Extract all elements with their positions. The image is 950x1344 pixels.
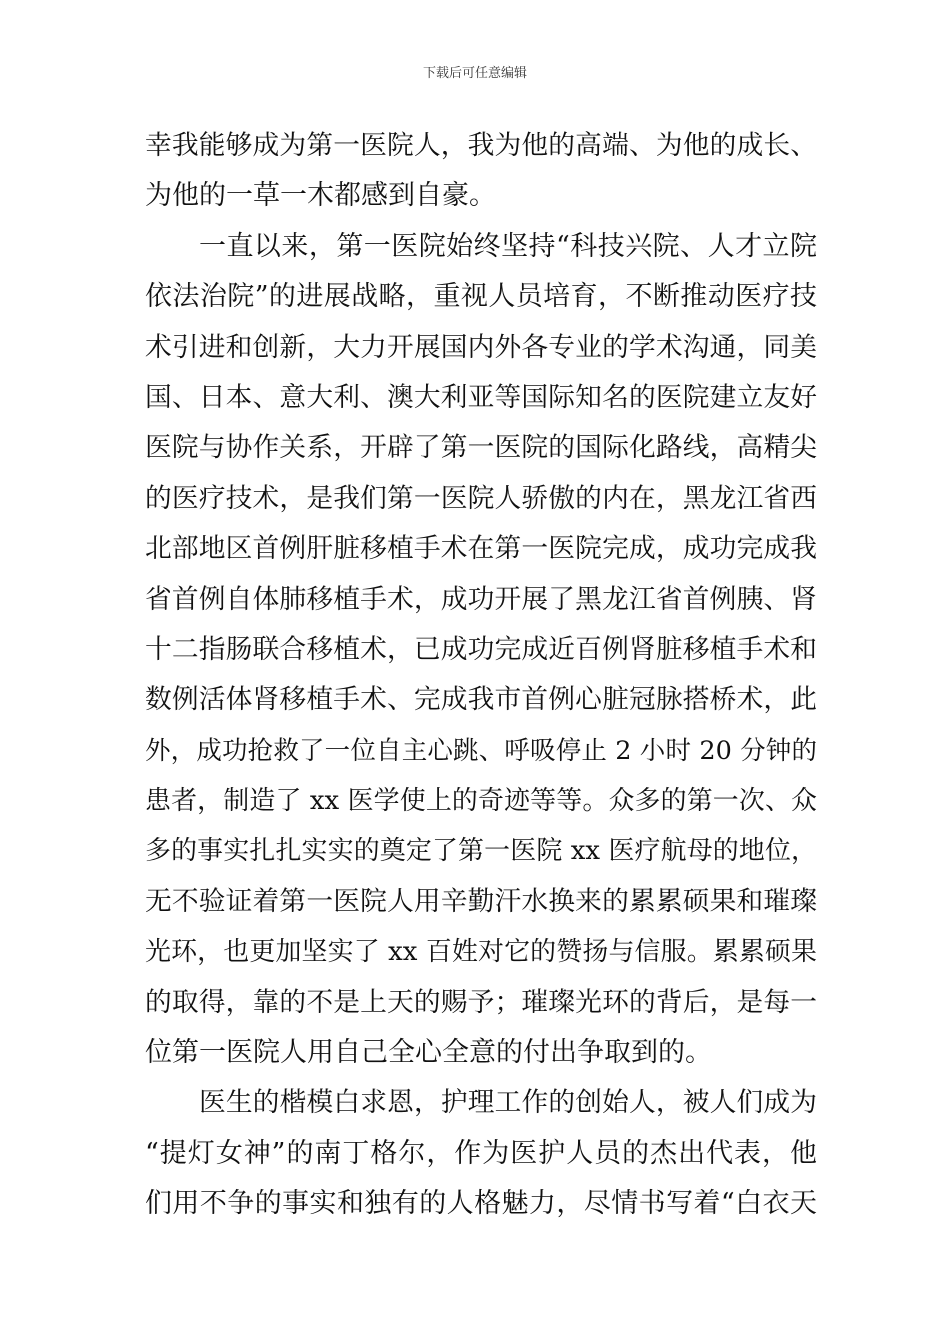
text-line: 国、日本、意大利、澳大利亚等国际知名的医院建立友好 <box>145 381 817 413</box>
text-line: 医院与协作关系，开辟了第一医院的国际化路线，高精尖 <box>145 432 817 464</box>
text-line: 幸我能够成为第一医院人，我为他的高端、为他的成长、 <box>145 130 817 161</box>
text-line: 依法治院”的进展战略，重视人员培育，不断推动医疗技 <box>145 281 817 313</box>
text-line: 位第一医院人用自己全心全意的付出争取到的。 <box>145 1037 712 1069</box>
text-line: 数例活体肾移植手术、完成我市首例心脏冠脉搭桥术，此 <box>145 684 817 716</box>
text-line: 们用不争的事实和独有的人格魅力，尽情书写着“白衣天 <box>145 1188 817 1220</box>
page-header: 下载后可任意编辑 <box>422 66 527 81</box>
text-line: 光环，也更加坚实了 xx 百姓对它的赞扬与信服。累累硕果 <box>145 937 817 968</box>
text-line: “提灯女神”的南丁格尔，作为医护人员的杰出代表，他 <box>145 1137 817 1169</box>
text-line: 外，成功抢救了一位自主心跳、呼吸停止 2 小时 20 分钟的 <box>145 735 817 766</box>
document-body <box>145 121 817 1230</box>
text-line: 北部地区首例肝脏移植手术在第一医院完成，成功完成我 <box>145 533 817 565</box>
text-line: 一直以来，第一医院始终坚持“科技兴院、人才立院 <box>199 230 817 262</box>
text-line: 省首例自体肺移植手术，成功开展了黑龙江省首例胰、肾 <box>145 583 817 615</box>
text-line: 患者，制造了 xx 医学使上的奇迹等等。众多的第一次、众 <box>145 786 817 817</box>
text-line: 术引进和创新，大力开展国内外各专业的学术沟通，同美 <box>145 331 817 363</box>
text-line: 多的事实扎扎实实的奠定了第一医院 xx 医疗航母的地位， <box>145 836 817 867</box>
text-line: 的取得，靠的不是上天的赐予；璀璨光环的背后，是每一 <box>145 986 817 1018</box>
text-line: 的医疗技术，是我们第一医院人骄傲的内在，黑龙江省西 <box>145 482 817 514</box>
text-line: 为他的一草一木都感到自豪。 <box>145 180 496 212</box>
text-line: 无不验证着第一医院人用辛勤汗水换来的累累硕果和璀璨 <box>145 885 817 917</box>
text-line: 医生的楷模白求恩，护理工作的创始人，被人们成为 <box>199 1087 817 1119</box>
text-line: 十二指肠联合移植术，已成功完成近百例肾脏移植手术和 <box>145 633 817 665</box>
